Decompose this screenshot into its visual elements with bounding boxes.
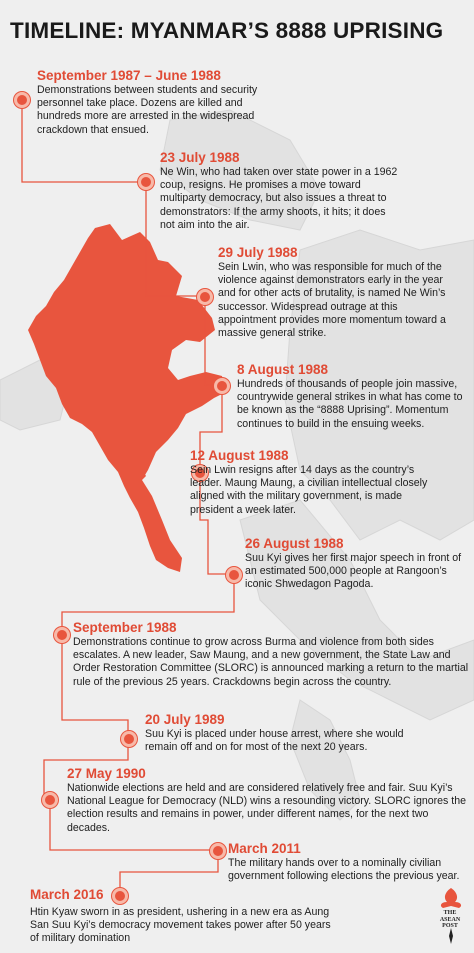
asean-post-logo-text: THE ASEAN POST	[439, 910, 461, 929]
timeline-event	[73, 620, 469, 689]
event-description: Demonstrations continue to grow across Burma and violence from both sides escalates. A new leader, Saw Maung, and a new government, the State Law and Order Restoration Committee (SLORC) is announced marking a return to the martial rule of the previous 25 years. Crackdowns begin across the country.	[73, 636, 469, 688]
event-date: 27 May 1990	[67, 766, 146, 781]
event-description: Suu Kyi gives her first major speech in front of an estimated 500,000 people at Rangoon’s iconic Shwedagon Pagoda.	[245, 552, 462, 591]
timeline-dot	[210, 843, 226, 859]
event-date: March 2011	[228, 841, 301, 856]
event-date: March 2016	[30, 887, 104, 902]
timeline-event	[237, 362, 467, 431]
timeline-dot	[138, 174, 154, 190]
event-description: Sein Lwin resigns after 14 days as the country’s leader. Maung Maung, a civilian intellectual closely aligned with the military government, is made president a week later.	[190, 464, 428, 516]
event-description: The military hands over to a nominally civilian government following elections the previous year.	[228, 857, 460, 883]
timeline-event	[67, 766, 467, 835]
timeline-event	[190, 448, 430, 517]
event-date: September 1988	[73, 620, 177, 635]
event-date: 23 July 1988	[160, 150, 240, 165]
event-description: Htin Kyaw sworn in as president, ushering in a new era as Aung San Suu Kyi’s democracy movement takes power after 50 years of military domination	[30, 906, 331, 945]
event-date: 26 August 1988	[245, 536, 344, 551]
timeline-event	[37, 68, 282, 137]
timeline-event	[245, 536, 467, 592]
timeline-dot	[14, 92, 30, 108]
event-description: Suu Kyi is placed under house arrest, where she would remain off and on for most of the next 20 years.	[145, 728, 404, 754]
timeline-dot	[197, 289, 213, 305]
event-description: Demonstrations between students and security personnel take place. Dozens are killed and hundreds more are arrested in the widespread crackdown that ensued.	[37, 84, 258, 136]
timeline-event	[218, 245, 446, 340]
event-description: Ne Win, who had taken over state power in a 1962 coup, resigns. He promises a move toward multiparty democracy, but also issues a threat to demonstrators: If the army shoots, it hits; it does not aim into the air.	[160, 166, 398, 231]
event-description: Sein Lwin, who was responsible for much of the violence against demonstrators early in the year and for other acts of brutality, is named Ne Win’s successor. Widespread outrage at this appointment provides more momentum toward a massive general strike.	[218, 261, 446, 340]
timeline-event	[30, 887, 338, 946]
event-date: 12 August 1988	[190, 448, 289, 463]
event-date: 29 July 1988	[218, 245, 298, 260]
event-description: Hundreds of thousands of people join massive, countrywide general strikes in what has come to be known as the “8888 Uprising”. Momentum continues to build in the ensuing weeks.	[237, 378, 463, 430]
timeline-event	[160, 150, 400, 232]
event-date: 20 July 1989	[145, 712, 225, 727]
timeline-dot	[214, 378, 230, 394]
timeline-dot	[42, 792, 58, 808]
event-description: Nationwide elections are held and are considered relatively free and fair. Suu Kyi’s National League for Democracy (NLD) wins a resounding victory. SLORC ignores the election results and remains in power, under different names, for the next two decades.	[67, 782, 467, 834]
event-date: 8 August 1988	[237, 362, 329, 377]
timeline-event	[228, 841, 463, 883]
page-title: TIMELINE: MYANMAR’S 8888 UPRISING	[10, 18, 444, 43]
timeline-event	[145, 712, 420, 754]
timeline-dot	[121, 731, 137, 747]
event-date: September 1987 – June 1988	[37, 68, 221, 83]
timeline-dot	[226, 567, 242, 583]
timeline-dot	[54, 627, 70, 643]
